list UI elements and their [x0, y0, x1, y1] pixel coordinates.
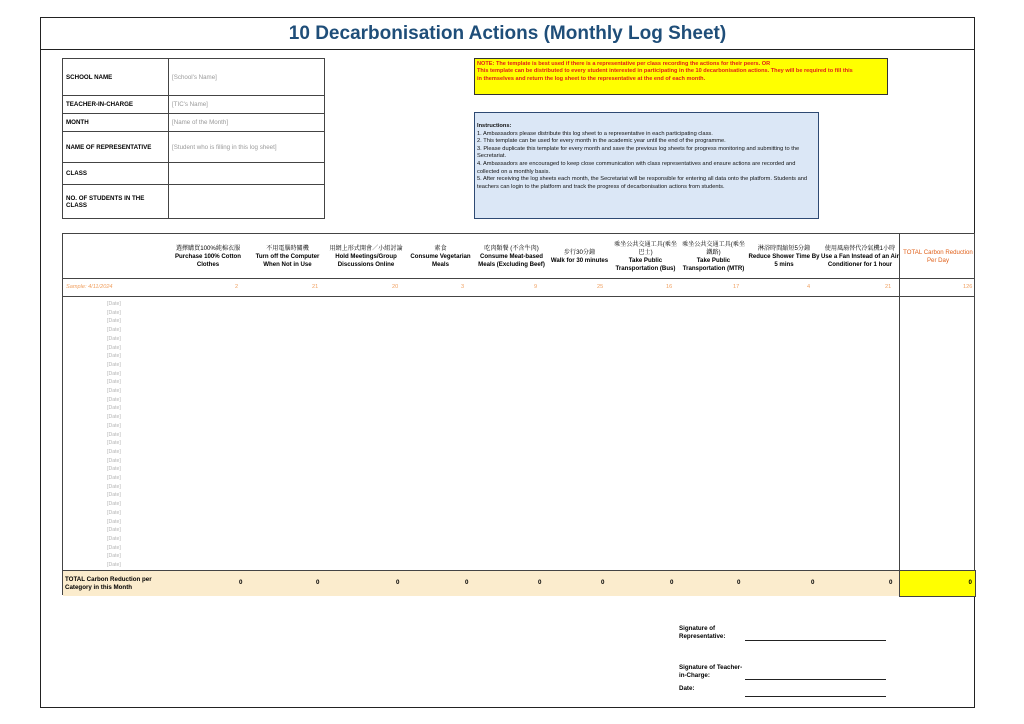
info-label: MONTH	[63, 114, 169, 132]
column-header-zh: 步行30分鐘	[563, 248, 596, 256]
info-label: TEACHER-IN-CHARGE	[63, 96, 169, 114]
date-cell[interactable]: [Date]	[107, 335, 121, 342]
date-cell[interactable]: [Date]	[107, 448, 121, 455]
date-cell[interactable]: [Date]	[107, 370, 121, 377]
info-row	[63, 59, 325, 96]
date-cell[interactable]: [Date]	[107, 422, 121, 429]
column-header-en: Take Public Transportation (MTR)	[682, 256, 745, 272]
date-cell[interactable]: [Date]	[107, 509, 121, 516]
page-title: 10 Decarbonisation Actions (Monthly Log Sheet)	[288, 22, 727, 44]
info-row	[63, 163, 325, 185]
category-total: 0	[601, 579, 605, 586]
rep-signature-label: Signature of Representative:	[679, 625, 726, 640]
column-header	[548, 234, 611, 279]
instruction-item: 5. After receiving the log sheets each month, the Secretariat will be responsible for entering all data onto the platform. Students and teachers can login to the platform and track the progress of decarbonisation actions from students.	[477, 176, 808, 190]
school-info-table	[62, 58, 325, 219]
sample-value: 9	[534, 284, 538, 290]
date-cell[interactable]: [Date]	[107, 396, 121, 403]
column-header	[406, 234, 475, 279]
category-total: 0	[538, 579, 542, 586]
column-header-en: Reduce Shower Time By 5 mins	[748, 252, 820, 268]
info-row	[63, 96, 325, 114]
column-header	[249, 234, 326, 279]
category-total: 0	[737, 579, 741, 586]
info-label: NAME OF REPRESENTATIVE	[63, 132, 169, 163]
total-column-divider	[899, 279, 900, 596]
grand-total-cell	[899, 570, 976, 597]
sample-value: 21	[885, 284, 892, 290]
date-cell[interactable]: [Date]	[107, 466, 121, 473]
sample-value: 2	[235, 284, 239, 290]
month-field[interactable]: [Name of the Month]	[169, 114, 325, 132]
sample-value: 25	[597, 284, 604, 290]
date-cell[interactable]: [Date]	[107, 327, 121, 334]
date-cell[interactable]: [Date]	[107, 353, 121, 360]
sample-value: 21	[312, 284, 319, 290]
column-header-zh: 不用電腦時關機	[266, 244, 309, 252]
info-label: CLASS	[63, 163, 169, 185]
date-cell[interactable]: [Date]	[107, 492, 121, 499]
sample-value: 4	[807, 284, 811, 290]
category-total: 0	[239, 579, 243, 586]
column-header	[680, 234, 747, 279]
category-total: 0	[316, 579, 320, 586]
date-cell[interactable]: [Date]	[107, 440, 121, 447]
column-header-en: Use a Fan Instead of an Air Conditioner for 1 hour	[821, 252, 899, 268]
category-total: 0	[811, 579, 815, 586]
date-cell[interactable]: [Date]	[107, 388, 121, 395]
date-cell[interactable]: [Date]	[107, 361, 121, 368]
sample-value: 20	[392, 284, 399, 290]
info-row	[63, 185, 325, 219]
note-line: in themselves and return the log sheet to the representative at the end of each month.	[477, 75, 706, 82]
column-header	[167, 234, 249, 279]
sample-row	[63, 279, 974, 297]
date-cell[interactable]: [Date]	[107, 431, 121, 438]
column-header-zh: 淋浴時間縮短5分鐘	[757, 244, 811, 252]
column-header-en: Take Public Transportation (Bus)	[615, 256, 676, 272]
instructions-header: Instructions:	[477, 123, 512, 129]
category-total: 0	[670, 579, 674, 586]
info-row	[63, 132, 325, 163]
sample-total: 126	[963, 284, 973, 290]
date-list	[107, 300, 137, 570]
column-header	[475, 234, 548, 279]
grand-total: 0	[968, 579, 972, 586]
school-name-field[interactable]: [School's Name]	[169, 59, 325, 96]
instruction-item: 2. This template can be used for every month in the academic year until the end of the programme.	[477, 138, 726, 145]
instructions-box	[474, 112, 819, 219]
category-total: 0	[396, 579, 400, 586]
representative-field[interactable]: [Student who is filling in this log sheet]	[169, 132, 325, 163]
column-header	[747, 234, 821, 279]
column-header	[821, 234, 899, 279]
date-cell[interactable]: [Date]	[107, 518, 121, 525]
column-header-zh: 乘坐公共交通工具(乘坐巴士)	[614, 240, 677, 256]
column-header-en: Consume Meat-based Meals (Excluding Beef)	[478, 252, 545, 268]
column-header-en: Purchase 100% Cotton Clothes	[174, 252, 242, 268]
info-row	[63, 114, 325, 132]
instruction-item: 4. Ambassadors are encouraged to keep close communication with class representatives and ensure actions are recorded and collected on a monthly basis.	[477, 160, 796, 175]
info-label: SCHOOL NAME	[63, 59, 169, 96]
column-header-en: Consume Vegetarian Meals	[410, 252, 471, 268]
date-cell[interactable]: [Date]	[107, 379, 121, 386]
total-row-label: TOTAL Carbon Reduction per Category in this Month	[65, 576, 152, 591]
title-bar	[41, 18, 974, 50]
column-header-zh: 用網上形式開會／小組討論	[329, 244, 403, 252]
category-total: 0	[465, 579, 469, 586]
date-cell[interactable]: [Date]	[107, 457, 121, 464]
instruction-item: 1. Ambassadors please distribute this log sheet to a representative in each participating class.	[477, 130, 713, 137]
note-line: NOTE: The template is best used if there is a representative per class recording the actions for their peers. OR	[477, 61, 771, 67]
teacher-field[interactable]: [TIC's Name]	[169, 96, 325, 114]
column-header-en: Hold Meetings/Group Discussions Online	[335, 252, 397, 268]
sample-value: 16	[666, 284, 673, 290]
class-field[interactable]	[169, 163, 325, 185]
date-cell[interactable]: [Date]	[107, 553, 121, 560]
column-header	[611, 234, 680, 279]
date-cell[interactable]: [Date]	[107, 501, 121, 508]
rep-signature-line[interactable]	[745, 640, 886, 641]
date-cell[interactable]: [Date]	[107, 405, 121, 412]
category-total: 0	[889, 579, 893, 586]
column-header-zh: 素食	[434, 244, 447, 252]
date-cell[interactable]: [Date]	[107, 344, 121, 351]
date-cell[interactable]: [Date]	[107, 475, 121, 482]
teacher-signature-label: Signature of Teacher-in-Charge:	[679, 664, 743, 679]
header-row	[63, 234, 974, 279]
info-label: NO. OF STUDENTS IN THE CLASS	[63, 185, 169, 219]
date-cell[interactable]: [Date]	[107, 527, 121, 534]
column-header-zh: 乘坐公共交通工具(乘坐鐵路)	[682, 240, 745, 256]
date-cell[interactable]: [Date]	[107, 318, 121, 325]
total-per-day-header: TOTAL Carbon Reduction Per Day	[899, 234, 976, 279]
sample-label: Sample: 4/11/2024	[66, 284, 113, 290]
date-cell[interactable]: [Date]	[107, 562, 121, 569]
sample-value: 3	[461, 284, 465, 290]
students-count-field[interactable]	[169, 185, 325, 219]
column-header-zh: 選擇購買100%純棉衣服	[175, 244, 241, 252]
date-cell[interactable]: [Date]	[107, 535, 121, 542]
column-header-en: Walk for 30 minutes	[550, 256, 609, 264]
log-sheet	[40, 17, 975, 708]
note-line: This template can be distributed to every student interested in participating in the 10 decarbonisation actions. They will be required to fill this	[477, 68, 853, 75]
sample-value: 17	[733, 284, 740, 290]
log-table	[62, 233, 975, 595]
instruction-item: 3. Please duplicate this template for every month and save the previous log sheets for progress monitoring and submitting to the Secretariat.	[477, 145, 800, 160]
column-header-en: Turn off the Computer When Not in Use	[255, 252, 320, 268]
date-cell[interactable]: [Date]	[107, 544, 121, 551]
column-header-zh: 吃肉類餐 (不含牛肉)	[484, 244, 539, 252]
teacher-signature-line[interactable]	[745, 679, 886, 680]
note-box	[474, 58, 888, 95]
column-header-zh: 使用風扇替代冷氣機1小時	[824, 244, 896, 252]
total-row	[63, 570, 976, 596]
date-cell[interactable]: [Date]	[107, 309, 121, 316]
column-header	[326, 234, 406, 279]
date-line[interactable]	[745, 696, 886, 697]
date-cell[interactable]: [Date]	[107, 483, 121, 490]
date-cell[interactable]: [Date]	[107, 414, 121, 421]
date-label: Date:	[679, 685, 695, 692]
date-cell[interactable]: [Date]	[107, 301, 121, 307]
